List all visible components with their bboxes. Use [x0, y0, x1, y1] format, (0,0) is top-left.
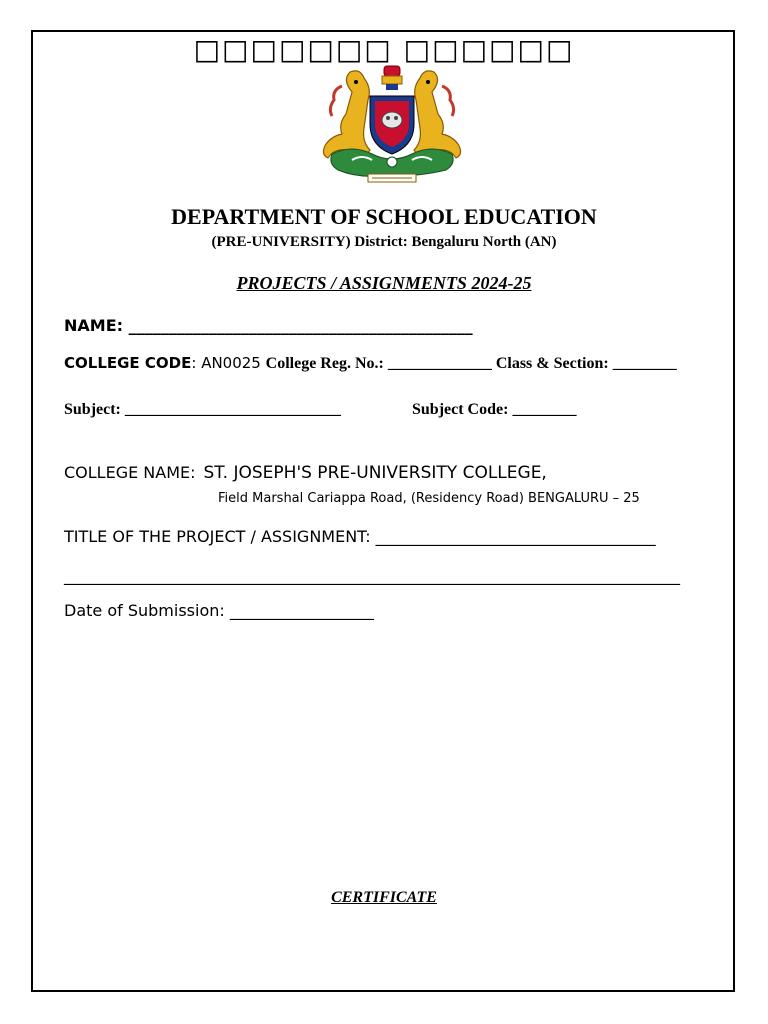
project-title-blank-line: _____________________________________________________________________________: [64, 566, 680, 585]
college-address: Field Marshal Cariappa Road, (Residency Road) BENGALURU – 25: [218, 491, 640, 506]
department-subtitle: (PRE-UNIVERSITY) District: Bengaluru North (AN): [211, 234, 557, 250]
project-title-field: [64, 527, 656, 546]
certificate-heading: CERTIFICATE: [331, 889, 437, 906]
college-name-label: COLLEGE NAME:: [64, 463, 196, 482]
department-title: DEPARTMENT OF SCHOOL EDUCATION: [171, 204, 597, 229]
subject-field: Subject: ___________________________: [64, 401, 341, 418]
date-label: Date of Submission:: [64, 601, 230, 620]
college-code-value: : AN0025: [191, 354, 261, 372]
name-blank: ___________________________________________: [128, 316, 473, 335]
reg-no-class-section: College Reg. No.: _____________ Class & Section: ________: [265, 355, 677, 372]
name-field: [64, 316, 473, 335]
project-title-label: TITLE OF THE PROJECT / ASSIGNMENT:: [64, 527, 376, 546]
project-title-blank: ___________________________________: [375, 527, 656, 546]
projects-heading: PROJECTS / ASSIGNMENTS 2024-25: [236, 273, 532, 293]
subject-code-field: Subject Code: ________: [412, 401, 577, 418]
college-name-value: ST. JOSEPH'S PRE-UNIVERSITY COLLEGE,: [203, 463, 547, 483]
college-name-line: [64, 463, 547, 483]
header-script-title: □□□□□□□ □□□□□□: [193, 33, 575, 66]
college-code-label: COLLEGE CODE: [64, 354, 192, 372]
name-label: NAME:: [64, 316, 129, 335]
date-blank: __________________: [229, 601, 374, 620]
date-of-submission-field: [64, 601, 374, 620]
college-code-line: [64, 354, 677, 373]
karnataka-state-emblem-icon: [312, 62, 472, 190]
